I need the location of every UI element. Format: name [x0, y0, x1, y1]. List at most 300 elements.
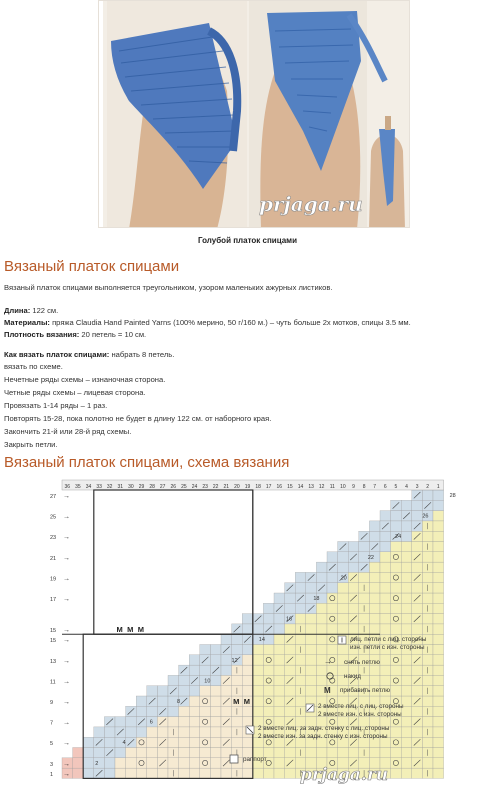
- column-number: 8: [362, 484, 366, 490]
- chart-cell: [179, 706, 190, 716]
- chart-cell: [369, 531, 380, 541]
- chart-cell: [232, 717, 243, 727]
- chart-cell: [210, 717, 221, 727]
- chart-cell: [210, 686, 221, 696]
- right-row-number: 20: [340, 575, 347, 582]
- chart-cell: [338, 748, 349, 758]
- chart-cell: [391, 614, 402, 624]
- chart-cell: [295, 655, 306, 665]
- chart-cell: [179, 758, 190, 768]
- chart-cell: [422, 655, 433, 665]
- chart-cell: [380, 511, 391, 521]
- chart-cell: [274, 655, 285, 665]
- column-number: 4: [405, 484, 408, 490]
- chart-cell: [412, 727, 423, 737]
- chart-cell: [401, 500, 412, 510]
- chart-cell: [401, 675, 412, 685]
- column-number: 34: [85, 484, 92, 490]
- chart-cell: [433, 572, 444, 582]
- chart-cell: [189, 665, 200, 675]
- chart-cell: [412, 562, 423, 572]
- chart-cell: [433, 603, 444, 613]
- chart-cell: [391, 686, 402, 696]
- chart-cell: [179, 748, 190, 758]
- chart-cell: [168, 737, 179, 747]
- column-number: 17: [265, 484, 272, 490]
- chart-cell: [433, 686, 444, 696]
- chart-cell: [168, 717, 179, 727]
- chart-cell: [147, 737, 158, 747]
- chart-cell: [274, 614, 285, 624]
- chart-cell: [369, 593, 380, 603]
- chart-cell: [73, 768, 84, 778]
- photo-watermark: prjaga.ru: [259, 192, 363, 216]
- chart-cell: [369, 748, 380, 758]
- left-row-number: 17: [50, 597, 57, 603]
- chart-cell: [200, 727, 211, 737]
- chart-cell: [401, 614, 412, 624]
- chart-cell: [285, 645, 296, 655]
- chart-cell: [221, 634, 232, 644]
- chart-cell: [94, 748, 105, 758]
- chart-cell: [83, 748, 94, 758]
- chart-cell: [433, 511, 444, 521]
- chart-cell: [391, 624, 402, 634]
- knitting-chart: [48, 478, 488, 798]
- chart-cell: [338, 593, 349, 603]
- chart-cell: [401, 768, 412, 778]
- row-arrow-icon: →: [63, 513, 70, 521]
- chart-cell: [253, 624, 264, 634]
- column-number: 35: [75, 484, 81, 490]
- chart-cell: [126, 727, 137, 737]
- materials-line: [4, 317, 411, 330]
- row-arrow-icon: →: [63, 534, 70, 542]
- chart-cell: [242, 624, 253, 634]
- chart-cell: [285, 686, 296, 696]
- chart-cell: [401, 593, 412, 603]
- chart-cell: [274, 634, 285, 644]
- chart-cell: [412, 624, 423, 634]
- chart-cell: [380, 675, 391, 685]
- chart-cell: [274, 675, 285, 685]
- chart-cell: [401, 655, 412, 665]
- chart-cell: [83, 737, 94, 747]
- chart-cell: [401, 737, 412, 747]
- chart-cell: [306, 634, 317, 644]
- chart-cell: [433, 717, 444, 727]
- chart-cell: [200, 696, 211, 706]
- chart-cell: [263, 634, 274, 644]
- slip-arrow-icon: →: [324, 657, 332, 666]
- chart-cell: [380, 572, 391, 582]
- chart-cell: [263, 706, 274, 716]
- chart-cell: [147, 727, 158, 737]
- chart-cell: [253, 655, 264, 665]
- chart-cell: [295, 634, 306, 644]
- right-row-number: 22: [367, 554, 374, 561]
- column-number: 1: [436, 484, 440, 490]
- chart-cell: [391, 603, 402, 613]
- chart-cell: [391, 511, 402, 521]
- chart-cell: [380, 531, 391, 541]
- column-number: 11: [329, 484, 335, 490]
- chart-cell: [157, 748, 168, 758]
- gauge-value: 20 петель = 10 см.: [79, 330, 147, 339]
- chart-cell: [221, 727, 232, 737]
- right-row-number: 16: [286, 616, 293, 623]
- row-arrow-icon: →: [63, 678, 70, 686]
- legend-ssk-1: 2 вместе лиц. за задн. стенку с лиц. стороны: [258, 725, 390, 732]
- chart-cell: [401, 748, 412, 758]
- chart-cell: [73, 748, 84, 758]
- column-number: 9: [352, 484, 355, 490]
- chart-cell: [401, 686, 412, 696]
- shawl-photo: [98, 0, 410, 228]
- increase-m-icon: M: [324, 686, 331, 695]
- chart-cell: [200, 758, 211, 768]
- chart-cell: [285, 593, 296, 603]
- chart-cell: [380, 748, 391, 758]
- chart-cell: [147, 768, 158, 778]
- chart-cell: [115, 768, 126, 778]
- row-arrow-icon: →: [63, 760, 70, 768]
- chart-cell: [327, 603, 338, 613]
- chart-cell: [433, 727, 444, 737]
- chart-cell: [274, 768, 285, 778]
- chart-cell: [316, 645, 327, 655]
- column-number: 15: [287, 484, 293, 490]
- chart-cell: [316, 675, 327, 685]
- repeat-symbol-box: [230, 755, 238, 763]
- howto-value: набрать 8 петель.: [109, 350, 175, 359]
- chart-cell: [189, 768, 200, 778]
- right-row-number: 14: [258, 637, 265, 644]
- chart-cell: [380, 655, 391, 665]
- chart-cell: [327, 645, 338, 655]
- chart-cell: [274, 758, 285, 768]
- chart-cell: [327, 572, 338, 582]
- chart-cell: [433, 675, 444, 685]
- right-row-number: 4: [122, 740, 126, 747]
- chart-cell: [401, 603, 412, 613]
- left-row-number: 15: [50, 627, 57, 634]
- chart-cell: [253, 706, 264, 716]
- chart-cell: [285, 624, 296, 634]
- column-number: 16: [276, 484, 283, 490]
- chart-cell: [412, 583, 423, 593]
- chart-cell: [338, 603, 349, 613]
- chart-cell: [316, 572, 327, 582]
- chart-cell: [433, 583, 444, 593]
- chart-watermark: prjaga.ru: [300, 765, 389, 785]
- chart-cell: [380, 593, 391, 603]
- chart-cell: [157, 686, 168, 696]
- chart-cell: [232, 675, 243, 685]
- chart-cell: [210, 727, 221, 737]
- chart-cell: [232, 737, 243, 747]
- chart-cell: [401, 624, 412, 634]
- column-number: 26: [170, 484, 177, 490]
- shawl-photo-illustration: [99, 1, 410, 228]
- chart-cell: [200, 768, 211, 778]
- chart-cell: [242, 614, 253, 624]
- chart-cell: [221, 665, 232, 675]
- chart-cell: [306, 748, 317, 758]
- chart-cell: [295, 614, 306, 624]
- chart-cell: [391, 675, 402, 685]
- chart-cell: [327, 675, 338, 685]
- chart-cell: [179, 737, 190, 747]
- chart-cell: [433, 531, 444, 541]
- gauge-label: Плотность вязания:: [4, 330, 80, 339]
- right-row-number: 10: [204, 678, 211, 685]
- legend-knit-2: изн. петли с изн. стороны: [350, 644, 425, 651]
- chart-cell: [242, 655, 253, 665]
- chart-cell: [422, 675, 433, 685]
- chart-cell: [179, 727, 190, 737]
- step-line: Закрыть петли.: [4, 440, 58, 449]
- chart-cell: [253, 768, 264, 778]
- chart-cell: [200, 748, 211, 758]
- chart-cell: [380, 624, 391, 634]
- left-row-number: 3: [50, 761, 54, 768]
- chart-cell: [210, 696, 221, 706]
- row-arrow-icon: →: [63, 493, 70, 500]
- chart-cell: [412, 511, 423, 521]
- chart-cell: [168, 675, 179, 685]
- chart-cell: [232, 645, 243, 655]
- chart-cell: [263, 768, 274, 778]
- chart-cell: [433, 665, 444, 675]
- left-row-number: 21: [50, 555, 57, 562]
- chart-cell: [295, 675, 306, 685]
- chart-cell: [348, 562, 359, 572]
- chart-cell: [232, 634, 243, 644]
- chart-cell: [391, 562, 402, 572]
- chart-cell: [210, 748, 221, 758]
- chart-cell: [391, 727, 402, 737]
- chart-cell: [401, 521, 412, 531]
- right-row-number: 6: [149, 719, 153, 726]
- chart-cell: [200, 706, 211, 716]
- chart-cell: [391, 655, 402, 665]
- chart-cell: [274, 748, 285, 758]
- chart-cell: [391, 521, 402, 531]
- left-row-number: 11: [50, 679, 56, 686]
- left-row-number: 9: [50, 700, 54, 706]
- chart-cell: [401, 717, 412, 727]
- chart-cell: [422, 552, 433, 562]
- chart-cell: [136, 768, 147, 778]
- chart-cell: [412, 603, 423, 613]
- column-number: 18: [255, 484, 261, 490]
- column-number: 27: [159, 484, 166, 490]
- chart-cell: [285, 748, 296, 758]
- chart-cell: [391, 552, 402, 562]
- chart-cell: [422, 717, 433, 727]
- chart-cell: [338, 562, 349, 572]
- chart-cell: [115, 758, 126, 768]
- chart-cell: [306, 645, 317, 655]
- chart-cell: [157, 727, 168, 737]
- chart-cell: [391, 748, 402, 758]
- chart-cell: [433, 634, 444, 644]
- chart-cell: [369, 603, 380, 613]
- chart-cell: [433, 706, 444, 716]
- chart-cell: [369, 521, 380, 531]
- chart-cell: [189, 758, 200, 768]
- chart-cell: [338, 614, 349, 624]
- chart-cell: [147, 706, 158, 716]
- chart-cell: [391, 737, 402, 747]
- chart-cell: [348, 542, 359, 552]
- chart-cell: [221, 655, 232, 665]
- chart-cell: [316, 614, 327, 624]
- chart-cell: [433, 758, 444, 768]
- chart-cell: [274, 593, 285, 603]
- gauge-line: [4, 329, 146, 342]
- chart-cell: [433, 645, 444, 655]
- increase-m-mark: M: [233, 697, 240, 706]
- chart-cell: [316, 665, 327, 675]
- chart-cell: [295, 572, 306, 582]
- left-row-number: 25: [50, 514, 57, 521]
- row-arrow-icon: →: [63, 554, 70, 562]
- chart-cell: [221, 686, 232, 696]
- chart-cell: [391, 593, 402, 603]
- chart-cell: [412, 748, 423, 758]
- chart-cell: [263, 686, 274, 696]
- column-number: 23: [202, 484, 208, 490]
- chart-cell: [316, 634, 327, 644]
- left-row-number: 13: [50, 658, 57, 665]
- chart-cell: [189, 717, 200, 727]
- chart-cell: [401, 758, 412, 768]
- chart-cell: [422, 737, 433, 747]
- chart-cell: [136, 727, 147, 737]
- chart-cell: [189, 655, 200, 665]
- chart-cell: [242, 645, 253, 655]
- chart-cell: [242, 665, 253, 675]
- chart-cell: [274, 686, 285, 696]
- chart-cell: [126, 758, 137, 768]
- chart-cell: [433, 624, 444, 634]
- column-number: 10: [340, 484, 346, 490]
- step-line: вязать по схеме.: [4, 362, 63, 371]
- chart-cell: [115, 717, 126, 727]
- chart-cell: [179, 768, 190, 778]
- column-number: 13: [308, 484, 314, 490]
- chart-cell: [327, 552, 338, 562]
- step-line: Провязать 1-14 ряды – 1 раз.: [4, 401, 108, 410]
- chart-cell: [126, 768, 137, 778]
- legend-k2tog-1: 2 вместе лиц. с лиц. стороны: [318, 703, 404, 710]
- step-line: Закончить 21-й или 28-й ряд схемы.: [4, 427, 132, 436]
- howto-line: [4, 349, 174, 362]
- chart-cell: [263, 655, 274, 665]
- chart-cell: [380, 583, 391, 593]
- chart-cell: [422, 614, 433, 624]
- column-number: 31: [117, 484, 124, 490]
- chart-cell: [327, 748, 338, 758]
- chart-cell: [253, 645, 264, 655]
- chart-cell: [210, 645, 221, 655]
- chart-cell: [306, 583, 317, 593]
- right-row-number: 24: [395, 534, 402, 541]
- row-arrow-icon: →: [63, 657, 70, 665]
- chart-cell: [147, 748, 158, 758]
- column-number: 32: [106, 484, 113, 490]
- legend-m1: прибавить петлю: [340, 687, 391, 694]
- chart-cell: [242, 717, 253, 727]
- chart-cell: [221, 706, 232, 716]
- chart-cell: [391, 542, 402, 552]
- chart-cell: [380, 562, 391, 572]
- chart-cell: [115, 748, 126, 758]
- row-arrow-icon: →: [63, 699, 70, 706]
- chart-cell: [104, 758, 115, 768]
- chart-cell: [380, 614, 391, 624]
- materials-label: Материалы:: [4, 318, 50, 327]
- chart-cell: [433, 748, 444, 758]
- chart-cell: [136, 758, 147, 768]
- chart-cell: [242, 675, 253, 685]
- chart-cell: [306, 686, 317, 696]
- chart-cell: [348, 748, 359, 758]
- chart-cell: [136, 706, 147, 716]
- chart-cell: [242, 686, 253, 696]
- increase-m-mark: M: [243, 697, 250, 706]
- legend-repeat: раппорт: [243, 756, 267, 763]
- column-number: 36: [64, 484, 71, 490]
- chart-cell: [359, 542, 370, 552]
- chart-cell: [136, 737, 147, 747]
- chart-cell: [104, 737, 115, 747]
- row-arrow-icon: →: [63, 637, 70, 645]
- chart-cell: [401, 531, 412, 541]
- right-row-number: 28: [449, 493, 456, 499]
- row-arrow-icon: →: [63, 596, 70, 603]
- chart-cell: [210, 737, 221, 747]
- chart-cell: [338, 645, 349, 655]
- chart-cell: [189, 686, 200, 696]
- length-line: [4, 305, 58, 318]
- row-arrow-icon: →: [63, 626, 70, 634]
- chart-cell: [391, 583, 402, 593]
- chart-cell: [200, 686, 211, 696]
- chart-cell: [242, 737, 253, 747]
- chart-cell: [401, 572, 412, 582]
- chart-cell: [348, 603, 359, 613]
- right-row-number: 8: [177, 699, 181, 705]
- chart-cell: [412, 500, 423, 510]
- chart-cell: [391, 758, 402, 768]
- increase-m-mark: M: [137, 624, 144, 634]
- chart-cell: [380, 603, 391, 613]
- chart-cell: [338, 624, 349, 634]
- chart-cell: [200, 717, 211, 727]
- chart-cell: [263, 603, 274, 613]
- chart-cell: [136, 748, 147, 758]
- legend-k2tog-2: 2 вместе изн. с изн. стороны: [318, 711, 402, 718]
- chart-cell: [433, 737, 444, 747]
- chart-cell: [189, 727, 200, 737]
- chart-cell: [401, 665, 412, 675]
- chart-cell: [433, 614, 444, 624]
- length-label: Длина:: [4, 306, 31, 315]
- right-row-number: 18: [313, 596, 320, 602]
